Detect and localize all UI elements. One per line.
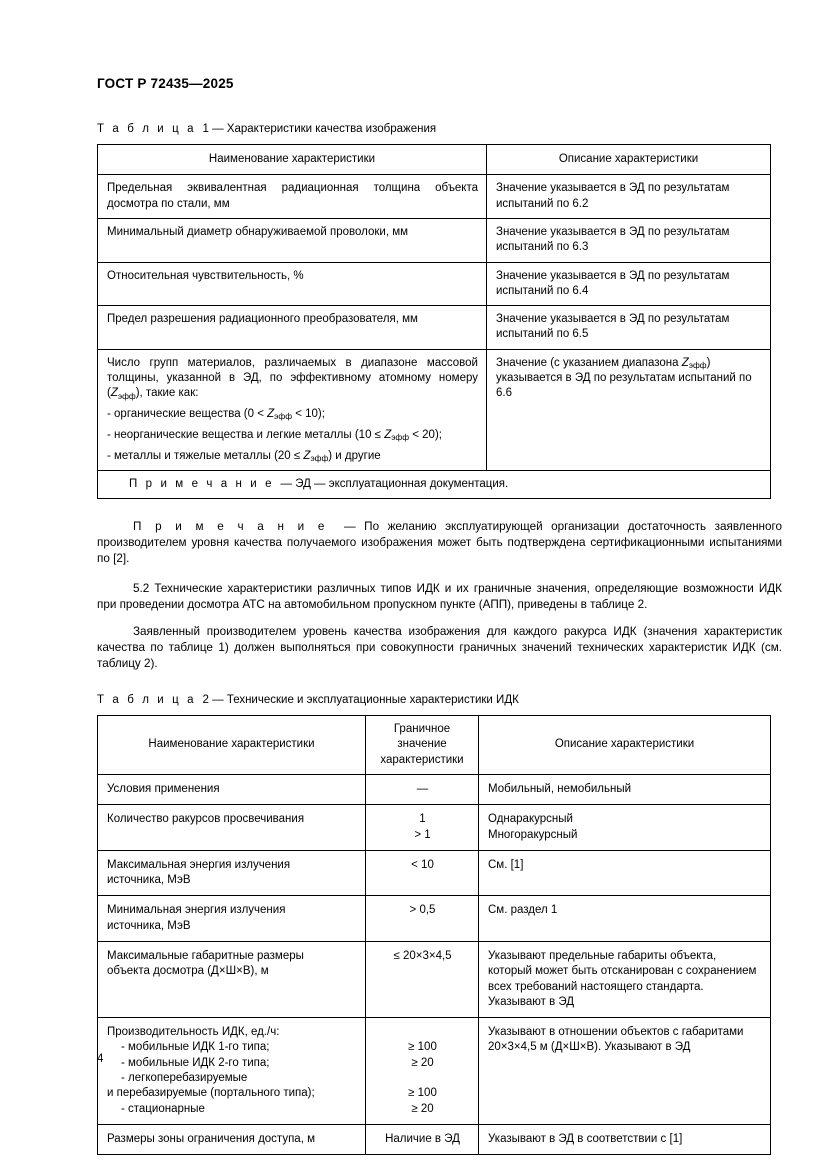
table-1-cell-name: Предельная эквивалентная радиационная толщина объекта досмотра по стали, мм: [98, 175, 487, 219]
note-paragraph-text: — По желанию эксплуатирующей организации достаточность заявленного производителем уровня качества получаемого изображения может быть подтверждена сертификационными испытаниями по [2].: [97, 520, 782, 566]
table-1-cell-description: Значение указывается в ЭД по результатам испытаний по 6.2: [487, 175, 771, 219]
table-2-cell-value: [366, 805, 479, 851]
table-2-cell-productivity-name: [98, 1018, 366, 1125]
table-1-caption: [97, 122, 782, 137]
z-subscript: эфф: [117, 391, 136, 401]
document-standard-number: ГОСТ Р 72435—2025: [97, 76, 234, 91]
table-2-cell-value: Наличие в ЭД: [366, 1124, 479, 1154]
table-2-cell-value: > 0,5: [366, 896, 479, 942]
productivity-line: - мобильные ИДК 2-го типа;: [121, 1056, 270, 1069]
table-1-characteristics: [97, 144, 771, 499]
page-number: 4: [97, 1053, 104, 1065]
table-row: [98, 775, 771, 805]
note-paragraph-label: П р и м е ч а н и е: [133, 520, 327, 534]
productivity-line: Производительность ИДК, ед./ч:: [107, 1026, 280, 1039]
spacer-line: [375, 1071, 470, 1086]
productivity-line: и перебазируемые (портального типа);: [107, 1087, 315, 1100]
table-row: [98, 175, 771, 219]
table-1-note-cell: [98, 470, 771, 498]
table-2-cell-productivity-values: [366, 1018, 479, 1125]
table-2-technical-characteristics: [97, 715, 771, 1155]
table-2-cell-description: Мобильный, немобильный: [479, 775, 771, 805]
table-2-header-name: Наименование характеристики: [98, 716, 366, 775]
value-line: 1: [419, 813, 426, 826]
table-2-header-row: [98, 716, 771, 775]
value-line: > 1: [414, 828, 431, 841]
table-1-cell-description: Значение указывается в ЭД по результатам испытаний по 6.4: [487, 262, 771, 306]
table-1-note-row: [98, 470, 771, 498]
value-line: ≥ 100: [408, 1041, 437, 1054]
table-2-cell-name: Условия применения: [98, 775, 366, 805]
table-1-cell-materials-description: Значение (с указанием диапазона $Z_{эфф}$) указывается в ЭД по результатам испытаний по 6.6: [487, 349, 771, 470]
materials-desc-part1: Значение (с указанием диапазона: [496, 356, 682, 369]
table-2-cell-name: Минимальная энергия излучения источника, МэВ: [98, 896, 366, 942]
table-2-cell-name: Максимальная энергия излучения источника, МэВ: [98, 850, 366, 896]
table-2-cell-value: —: [366, 775, 479, 805]
materials-intro: [107, 356, 478, 402]
table-1-caption-label: Т а б л и ц а: [97, 123, 197, 136]
description-line: Многоракурсный: [488, 828, 578, 841]
material-item-organic: - органические вещества $(0 < Z_{эфф} < 10)$;: [107, 408, 325, 422]
table-2-cell-description: Указывают в ЭД в соответствии с [1]: [479, 1124, 771, 1154]
material-item-inorganic: - неорганические вещества и легкие металлы $(10 \le Z_{эфф} < 20)$;: [107, 428, 442, 443]
table-row: [98, 850, 771, 896]
table-1-cell-name: Предел разрешения радиационного преобразователя, мм: [98, 306, 487, 350]
paragraph-declared-level: Заявленный производителем уровень качества изображения для каждого ракурса ИДК (значения характеристик качества по таблице 1) должен выполняться при совокупности граничных значений технических характеристик ИДК (см. таблицу 2).: [97, 624, 782, 671]
table-2-cell-name: Размеры зоны ограничения доступа, м: [98, 1124, 366, 1154]
value-line: ≥ 20: [411, 1056, 434, 1069]
productivity-line: - легкоперебазируемые: [121, 1071, 248, 1084]
table-2-cell-description: См. [1]: [479, 850, 771, 896]
table-row: [98, 1124, 771, 1154]
table-1-cell-description: Значение указывается в ЭД по результатам испытаний по 6.3: [487, 218, 771, 262]
table-1-caption-dash: —: [212, 123, 224, 136]
table-row: [98, 218, 771, 262]
table-2-header-description: Описание характеристики: [479, 716, 771, 775]
table-1-cell-name: Относительная чувствительность, %: [98, 262, 487, 306]
value-line: ≥ 100: [408, 1087, 437, 1100]
table-1-caption-number: 1: [202, 123, 209, 136]
table-row: [98, 896, 771, 942]
value-line: ≥ 20: [411, 1102, 434, 1115]
spacer-line: [375, 1025, 470, 1040]
table-1-cell-materials-name: [98, 349, 487, 470]
table-1-cell-description: Значение указывается в ЭД по результатам испытаний по 6.5: [487, 306, 771, 350]
table-2-cell-name: Количество ракурсов просвечивания: [98, 805, 366, 851]
table-2-cell-name: Максимальные габаритные размеры объекта досмотра (Д×Ш×В), м: [98, 942, 366, 1018]
table-1-header-description: Описание характеристики: [487, 145, 771, 175]
table-2-cell-value: < 10: [366, 850, 479, 896]
z-symbol-inline: $(Z_{эфф})$: [107, 387, 140, 401]
table-row-materials: [98, 349, 771, 470]
table-1-header-name: Наименование характеристики: [98, 145, 487, 175]
materials-desc-part2: ) указывается в ЭД по результатам испытаний по 6.6: [496, 356, 752, 400]
table-2-header-limit: Граничное значение характеристики: [366, 716, 479, 775]
table-row: [98, 942, 771, 1018]
table-2-caption: [97, 693, 782, 708]
materials-intro-tail: , такие как:: [139, 387, 199, 400]
table-row: [98, 262, 771, 306]
table-row-productivity: [98, 1018, 771, 1125]
table-1-note-label: П р и м е ч а н и е: [129, 477, 275, 490]
description-line: Однаракурсный: [488, 813, 573, 826]
table-1-note-text: — ЭД — эксплуатационная документация.: [280, 477, 509, 490]
z-variable: Z: [110, 387, 118, 400]
table-row: [98, 306, 771, 350]
table-2-cell-description: См. раздел 1: [479, 896, 771, 942]
table-2-cell-value: ≤ 20×3×4,5: [366, 942, 479, 1018]
table-2-cell-description: [479, 805, 771, 851]
paragraph-5-2: 5.2 Технические характеристики различных типов ИДК и их граничные значения, определяющие возможности ИДК при проведении досмотра АТС на автомобильном пропускном пункте (АПП), приведены в таблице 2.: [97, 581, 782, 611]
materials-intro-text: Число групп материалов, различаемых в диапазоне массовой толщины, указанной в ЭД, по эффективному атомному номеру: [107, 356, 478, 384]
productivity-line: - стационарные: [121, 1102, 205, 1115]
productivity-line: - мобильные ИДК 1-го типа;: [121, 1041, 270, 1054]
table-2-caption-title: Технические и эксплуатационные характеристики ИДК: [226, 694, 519, 707]
table-2-caption-number: 2: [202, 694, 209, 707]
table-2-caption-dash: —: [212, 694, 224, 707]
table-2-cell-productivity-description: Указывают в отношении объектов с габаритами 20×3×4,5 м (Д×Ш×В). Указывают в ЭД: [479, 1018, 771, 1125]
table-2-caption-label: Т а б л и ц а: [97, 694, 197, 707]
table-row: [98, 805, 771, 851]
note-paragraph: [97, 519, 782, 567]
page-content: [97, 76, 782, 1155]
material-item-metals: - металлы и тяжелые металлы $(20 \le Z_{эфф})$ и другие: [107, 449, 381, 463]
table-2-cell-description: Указывают предельные габариты объекта, который может быть отсканирован с сохранением всех требований настоящего стандарта. Указывают в ЭД: [479, 942, 771, 1018]
table-1-header-row: [98, 145, 771, 175]
table-1-caption-title: Характеристики качества изображения: [226, 123, 437, 136]
table-1-cell-name: Минимальный диаметр обнаруживаемой проволоки, мм: [98, 218, 487, 262]
